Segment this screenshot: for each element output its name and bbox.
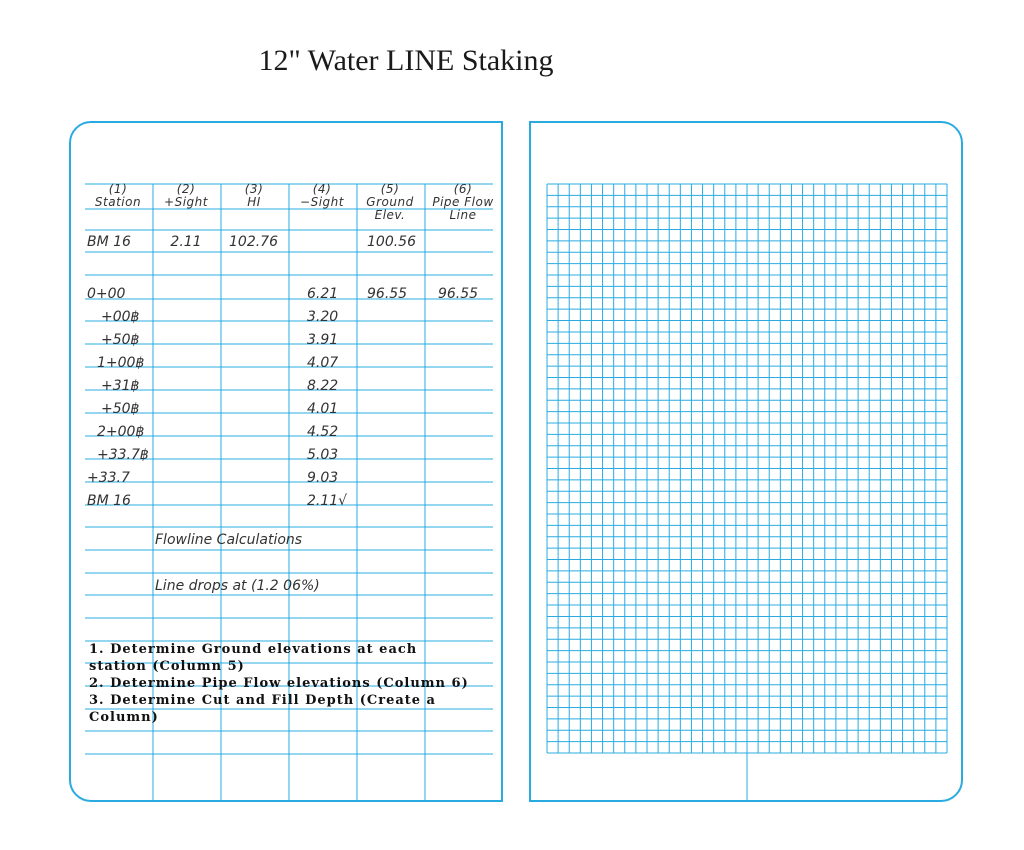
table-cell-plus: 2.11 — [170, 234, 202, 250]
table-cell-minus: 3.20 — [307, 309, 339, 325]
table-cell-minus: 6.21 — [307, 286, 339, 302]
table-cell-minus: 3.91 — [307, 332, 339, 348]
header-plus-sight: (2) +Sight — [164, 182, 208, 209]
flowline-calculations-label: Flowline Calculations — [155, 532, 303, 548]
page-title: 12" Water LINE Staking — [258, 44, 554, 77]
table-cell-station: BM 16 — [87, 493, 131, 509]
table-cell-minus: 9.03 — [307, 470, 339, 486]
table-cell-minus: 8.22 — [307, 378, 339, 394]
header-station: (1) Station — [94, 182, 142, 209]
table-cell-minus: 4.52 — [307, 424, 339, 440]
table-cell-ground: 96.55 — [367, 286, 408, 302]
table-cell-flow: 96.55 — [437, 286, 479, 302]
table-cell-minus: 4.07 — [307, 355, 339, 371]
table-cell-minus: 4.01 — [307, 401, 339, 417]
table-cell-station: 2+00฿ — [97, 424, 145, 440]
table-cell-station: +50฿ — [101, 401, 140, 417]
header-minus-sight: (4) −Sight — [300, 182, 344, 209]
table-cell-hi: 102.76 — [229, 234, 278, 250]
table-cell-station: +00฿ — [101, 309, 140, 325]
table-cell-station: +33.7 — [87, 470, 130, 486]
table-cell-minus: 2.11√ — [307, 493, 348, 509]
field-book-left-page — [69, 121, 503, 802]
header-ground-elev: (5) Ground Elev. — [366, 182, 414, 222]
header-pipe-flow-line: (6) Pipe Flow Line — [432, 182, 494, 222]
header-hi: (3) HI — [244, 182, 264, 209]
graph-paper-grid — [531, 123, 965, 804]
table-cell-station: +31฿ — [101, 378, 140, 394]
table-cell-station: +50฿ — [101, 332, 140, 348]
table-cell-station: 0+00 — [87, 286, 126, 302]
table-cell-minus: 5.03 — [307, 447, 339, 463]
table-cell-station: 1+00฿ — [97, 355, 145, 371]
table-cell-ground: 100.56 — [367, 234, 416, 250]
table-cell-station: BM 16 — [87, 234, 131, 250]
instructions: 1. Determine Ground elevations at each station (Column 5) 2. Determine Pipe Flow elevations (Column 6) 3. Determine Cut and Fill Depth (Create a Column) — [89, 642, 469, 725]
line-drops-label: Line drops at (1.2 06%) — [155, 578, 320, 594]
field-book-right-page — [529, 121, 963, 802]
table-cell-station: +33.7฿ — [97, 447, 149, 463]
